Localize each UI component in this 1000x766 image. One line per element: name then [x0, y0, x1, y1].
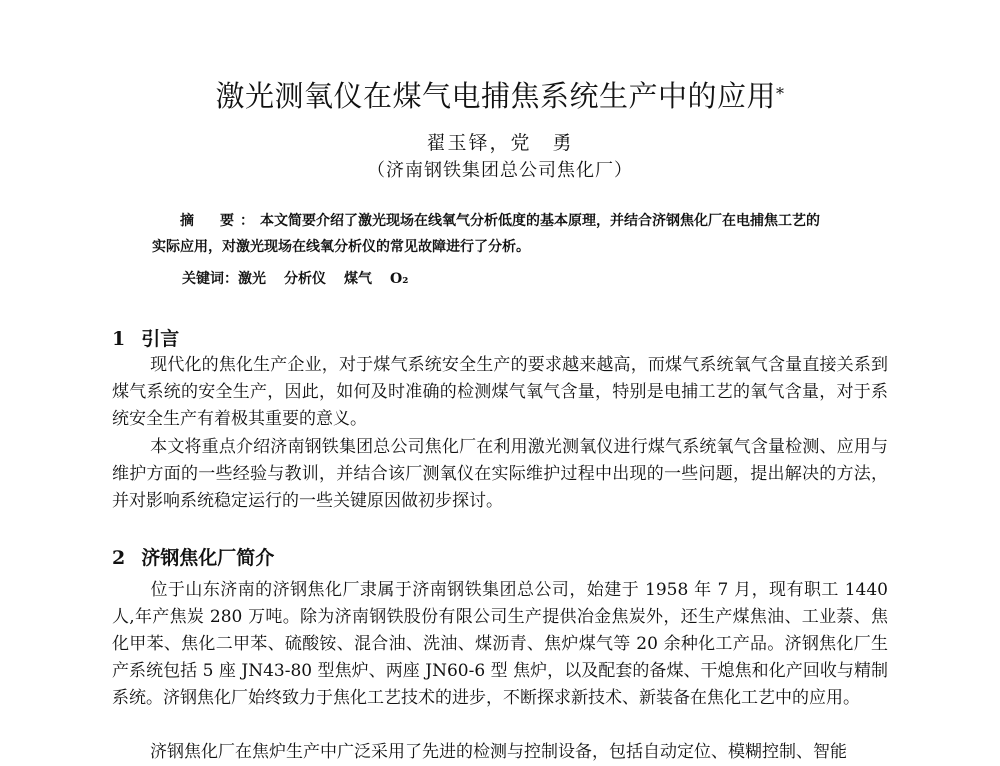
keyword-item: O₂: [390, 271, 409, 287]
paragraph: [112, 352, 888, 433]
title-footnote-mark: *: [776, 84, 785, 103]
abstract-label: 摘 要：: [180, 213, 260, 229]
affiliation: （济南钢铁集团总公司焦化厂）: [367, 160, 633, 181]
abstract-line-2: 实际应用，对激光现场在线氧分析仪的常见故障进行了分析。: [152, 239, 530, 255]
paper-title: [0, 76, 1000, 116]
paragraph-truncated: [112, 739, 888, 766]
authors: 翟玉铎，党 勇: [426, 132, 574, 154]
paragraph-text: 济钢焦化厂在焦炉生产中广泛采用了先进的检测与控制设备，包括自动定位、模糊控制、智能: [150, 742, 847, 762]
paragraph-text: 位于山东济南的济钢焦化厂隶属于济南钢铁集团总公司，始建于 1958 年 7 月，现有职工 1440 人,年产焦炭 280 万吨。除为济南钢铁股份有限公司生产提供冶金焦炭外，还生产煤焦油、工业萘、焦化甲苯、焦化二甲苯、硫酸铵、混合油、洗油、煤沥青、焦炉煤气等 20 余种化工产品。济钢焦化厂生产系统包括 5 座 JN43-80 型焦炉、两座 JN60-6 型 焦炉，以及配套的备煤、干熄焦和化产回收与精制系统。济钢焦化厂始终致力于焦化工艺技术的进步，不断探求新技术、新装备在焦化工艺中的应用。: [112, 580, 888, 708]
abstract: [152, 208, 872, 260]
abstract-text-1: 本文简要介绍了激光现场在线氧气分析低度的基本原理，并结合济钢焦化厂在电捕焦工艺的: [260, 213, 820, 229]
paragraph-text: 本文将重点介绍济南钢铁集团总公司焦化厂在利用激光测氧仪进行煤气系统氧气含量检测、应用与维护方面的一些经验与教训，并结合该厂测氧仪在实际维护过程中出现的一些问题，提出解决的方法，并对影响系统稳定运行的一些关键原因做初步探讨。: [112, 437, 888, 511]
keywords: [182, 267, 782, 291]
paragraph-text: 现代化的焦化生产企业，对于煤气系统安全生产的要求越来越高，而煤气系统氧气含量直接关系到煤气系统的安全生产，因此，如何及时准确的检测煤气氧气含量，特别是电捕工艺的氧气含量，对于系统安全生产有着极其重要的意义。: [112, 355, 888, 429]
title-text: 激光测氧仪在煤气电捕焦系统生产中的应用: [215, 79, 776, 113]
keywords-label: 关键词：: [182, 271, 238, 287]
section-title: 济钢焦化厂简介: [141, 547, 275, 569]
section-title: 引言: [141, 328, 180, 350]
keyword-item: 激光: [238, 271, 266, 287]
paragraph: [112, 434, 888, 515]
paragraph: [112, 577, 888, 712]
section-number: 2: [112, 547, 126, 569]
section-number: 1: [112, 328, 126, 350]
abstract-line-1: [152, 208, 872, 234]
section-heading-1: [112, 326, 179, 352]
section-heading-2: [112, 545, 274, 571]
keyword-item: 煤气: [344, 271, 372, 287]
keyword-item: 分析仪: [284, 271, 326, 287]
